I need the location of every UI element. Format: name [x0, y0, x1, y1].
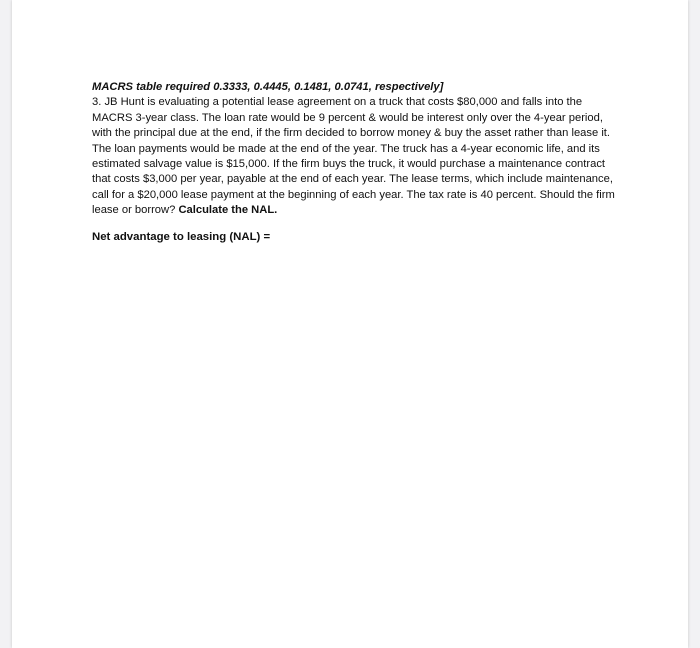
problem-statement: [92, 95, 622, 218]
question-content: [92, 80, 622, 245]
problem-instruction: Calculate the NAL.: [178, 204, 278, 217]
nal-answer-label: Net advantage to leasing (NAL) =: [92, 230, 271, 243]
document-page: [12, 0, 688, 648]
problem-text: 3. JB Hunt is evaluating a potential lease agreement on a truck that costs $80,000 and falls into the MACRS 3-year class. The loan rate would be 9 percent & would be interest only over the 4-year period, with the principal due at the end, if the firm decided to borrow money & buy the asset rather than lease it. The loan payments would be made at the end of the year. The truck has a 4-year economic life, and its estimated salvage value is $15,000. If the firm buys the truck, it would purchase a maintenance contract that costs $3,000 per year, payable at the end of each year. The lease terms, which include maintenance, call for a $20,000 lease payment at the beginning of each year. The tax rate is 40 percent. Should the firm lease or borrow?: [92, 96, 615, 217]
macrs-note: MACRS table required 0.3333, 0.4445, 0.1481, 0.0741, respectively]: [92, 81, 444, 93]
